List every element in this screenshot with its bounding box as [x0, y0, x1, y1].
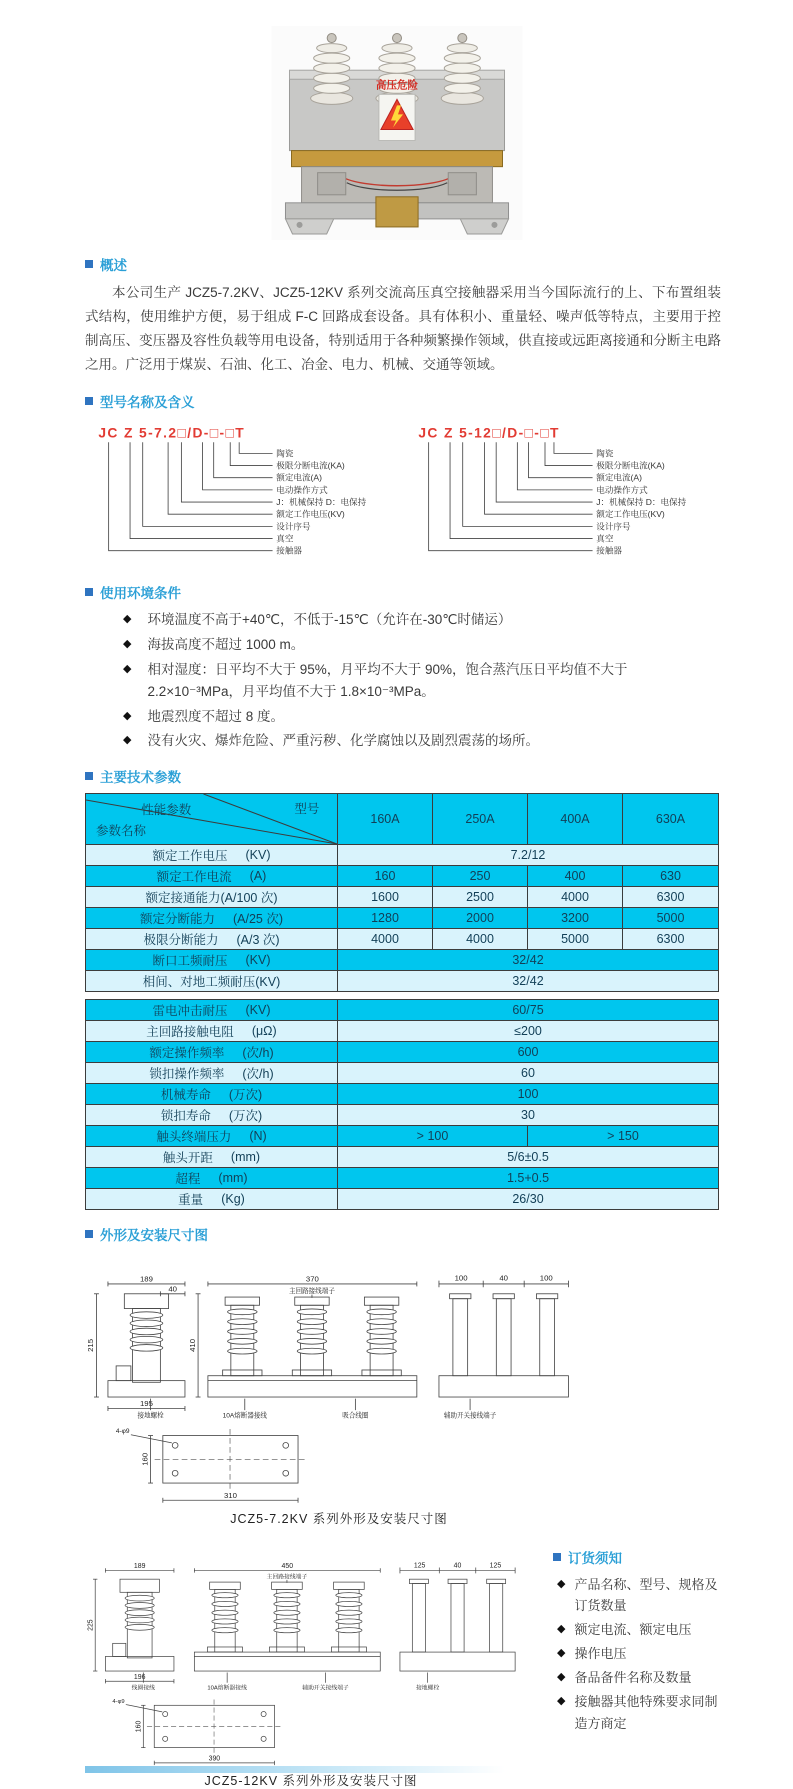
spec-value: > 100: [338, 1126, 528, 1147]
callout-label: 辅助开关接线端子: [443, 1412, 497, 1420]
spec-row: [86, 908, 719, 929]
model-code-label: J：机械保持 D：电保持: [276, 497, 367, 508]
bullet-text: 操作电压: [574, 1646, 627, 1662]
spec-label: 超程: [175, 1172, 201, 1187]
spec-label: 断口工频耐压: [152, 954, 228, 969]
spec-value: 600: [338, 1042, 719, 1063]
model-diagram-7-2kv: [91, 418, 397, 568]
bullet-text: 接触器其他特殊要求同制造方商定: [574, 1694, 718, 1731]
specs-corner-cell: [86, 794, 338, 845]
model-code: JC Z 5-12□/D-□-□T: [418, 424, 560, 441]
column-header: 400A: [528, 794, 623, 845]
hole-callout: 4-φ9: [115, 1428, 130, 1436]
specs-header-row: [86, 794, 719, 845]
figure-7-2kv: [85, 1251, 593, 1527]
section-heading-dimensions: [85, 1224, 721, 1244]
spec-value: 5000: [623, 908, 719, 929]
ceramic-insulators: [310, 34, 483, 105]
spec-row: [86, 1126, 719, 1147]
column-header: 630A: [623, 794, 719, 845]
spec-unit: (次/h): [242, 1067, 274, 1082]
spec-label-cell: [86, 1147, 338, 1168]
spec-value: 630: [623, 866, 719, 887]
model-code-label: 真空: [276, 533, 294, 544]
spec-row: [86, 1000, 719, 1021]
model-code-label: 陶瓷: [596, 448, 614, 459]
spec-label-cell: [86, 845, 338, 866]
callout-label: 辅助开关接线端子: [302, 1685, 349, 1692]
figure-caption: JCZ5-7.2KV 系列外形及安装尺寸图: [230, 1512, 448, 1527]
hole-callout: 4-φ9: [112, 1699, 125, 1706]
spec-row: [86, 1189, 719, 1210]
spec-value: 3200: [528, 908, 623, 929]
bullet-text: 环境温度不高于+40℃，不低于-15℃（允许在-30℃时储运）: [147, 612, 512, 628]
spec-label-cell: [86, 1021, 338, 1042]
spec-label: 主回路接触电阻: [146, 1025, 234, 1040]
column-header: 250A: [433, 794, 528, 845]
model-code-label: 真空: [596, 533, 614, 544]
bullet-square-icon: [553, 1553, 561, 1561]
dimension-label: 100: [454, 1273, 468, 1283]
spec-value: 4000: [528, 887, 623, 908]
section-title: 概述: [100, 258, 127, 273]
model-diagrams: [91, 418, 721, 568]
model-code-label: 极限分断电流(KA): [276, 460, 345, 471]
spec-value: 5000: [528, 929, 623, 950]
diagram-lines: [429, 442, 593, 550]
spec-label-cell: [86, 908, 338, 929]
spec-label-cell: [86, 1000, 338, 1021]
dimension-label: 100: [539, 1273, 553, 1283]
spec-label: 触头终端压力: [156, 1130, 232, 1145]
spec-value: 30: [338, 1105, 719, 1126]
spec-value: ≤200: [338, 1021, 719, 1042]
spec-label: 额定工作电压: [152, 849, 228, 864]
diamond-bullet-icon: ◆: [557, 1695, 566, 1708]
spec-value: 60: [338, 1063, 719, 1084]
spec-label: 雷电冲击耐压: [152, 1004, 228, 1019]
section-heading-ordering: [553, 1547, 721, 1567]
dimension-label: 370: [305, 1274, 319, 1284]
spec-label: 触头开距: [162, 1151, 213, 1166]
spec-unit: (次/h): [242, 1046, 274, 1061]
bullet-text: 备品备件名称及数量: [574, 1670, 692, 1686]
model-code-label: 设计序号: [276, 521, 311, 532]
dimension-label: 310: [223, 1491, 237, 1501]
bullet-text: 产品名称、型号、规格及订货数量: [574, 1577, 718, 1614]
model-code-label: 极限分断电流(KA): [596, 460, 665, 471]
dimension-label: 189: [139, 1274, 153, 1284]
spec-value: 4000: [433, 929, 528, 950]
spec-label-cell: [86, 887, 338, 908]
diamond-bullet-icon: ◆: [557, 1671, 566, 1684]
model-code: JC Z 5-7.2□/D-□-□T: [98, 424, 246, 441]
spec-unit: (KV): [245, 848, 271, 863]
diamond-bullet-icon: ◆: [123, 734, 132, 747]
section-heading-environment: [85, 582, 721, 602]
spec-value: 100: [338, 1084, 719, 1105]
bullet-item: [123, 634, 721, 656]
spec-label: 锁扣操作频率: [149, 1067, 225, 1082]
spec-row: [86, 1042, 719, 1063]
bullet-item: [557, 1643, 721, 1664]
spec-unit: (μΩ): [251, 1024, 277, 1039]
spec-label-cell: [86, 1105, 338, 1126]
spec-label-cell: [86, 1042, 338, 1063]
diamond-bullet-icon: ◆: [123, 637, 132, 650]
diamond-bullet-icon: ◆: [557, 1578, 566, 1591]
spec-row: [86, 1084, 719, 1105]
bullet-square-icon: [85, 772, 93, 780]
specs-table: [85, 793, 719, 1210]
bullet-text: 相对湿度：日平均不大于 95%，月平均不大于 90%，饱合蒸汽压日平均值不大于 2.2×10⁻³MPa，月平均值不大于 1.8×10⁻³MPa。: [147, 661, 628, 699]
bullet-item: [557, 1667, 721, 1688]
dimension-label: 160: [135, 1720, 143, 1733]
spec-label-cell: [86, 929, 338, 950]
spec-unit: (N): [249, 1129, 267, 1144]
env-list: [123, 609, 721, 752]
section-heading-overview: [85, 254, 721, 274]
spec-label: 额定操作频率: [149, 1046, 225, 1061]
dimension-figures: [85, 1251, 721, 1789]
section-title: 型号名称及含义: [100, 395, 195, 411]
ordering-panel: [553, 1541, 721, 1736]
model-code-label: J：机械保持 D：电保持: [596, 497, 687, 508]
spec-row: [86, 929, 719, 950]
model-code-label: 额定电流(A): [596, 472, 642, 483]
callout-label: 10A熔断器接线: [207, 1685, 247, 1692]
spec-value: 6300: [623, 887, 719, 908]
spec-label: 锁扣寿命: [160, 1109, 211, 1124]
bullet-text: 地震烈度不超过 8 度。: [147, 708, 284, 724]
spec-value: 1.5+0.5: [338, 1168, 719, 1189]
spec-value: > 150: [528, 1126, 719, 1147]
corner-label-parameter: 参数名称: [96, 824, 147, 839]
spec-label: 重量: [178, 1193, 204, 1208]
spec-label: 额定接通能力(A/100 次): [145, 891, 278, 906]
dimension-label: 196: [133, 1674, 146, 1682]
dimension-label: 40: [499, 1273, 509, 1283]
outline-drawing-7-2kv: [85, 1251, 593, 1507]
spec-value: 1600: [338, 887, 433, 908]
callout-label: 吸合线圈: [342, 1412, 369, 1420]
dimension-label: 225: [87, 1619, 95, 1632]
bullet-square-icon: [85, 1230, 93, 1238]
spec-row: [86, 845, 719, 866]
spec-value: 400: [528, 866, 623, 887]
corner-label-performance: 性能参数: [141, 803, 192, 818]
spec-label: 额定工作电流: [156, 870, 232, 885]
dimension-label: 主回路接线端子: [289, 1288, 335, 1296]
specs-table-body: [86, 794, 719, 1210]
warning-text: 高压危险: [375, 79, 418, 92]
model-diagram-12kv: [411, 418, 717, 568]
spec-label: 机械寿命: [160, 1088, 211, 1103]
section-title: 主要技术参数: [100, 770, 181, 786]
model-code-label: 额定工作电压(KV): [276, 509, 345, 520]
spec-label: 极限分断能力: [143, 933, 219, 948]
callout-label: 接地螺栓: [415, 1685, 440, 1692]
spec-value: 160: [338, 866, 433, 887]
column-header: 160A: [338, 794, 433, 845]
bullet-text: 额定电流、额定电压: [574, 1622, 692, 1638]
callout-label: 线圈接线: [131, 1685, 155, 1692]
model-code-label: 电动操作方式: [276, 484, 328, 495]
model-code-label: 陶瓷: [276, 448, 294, 459]
diamond-bullet-icon: ◆: [123, 613, 132, 626]
dimension-label: 410: [187, 1339, 197, 1353]
diamond-bullet-icon: ◆: [557, 1623, 566, 1636]
spec-value: 60/75: [338, 1000, 719, 1021]
bullet-text: 没有火灾、爆炸危险、严重污秽、化学腐蚀以及剧烈震荡的场所。: [147, 733, 539, 749]
bullet-square-icon: [85, 260, 93, 268]
spec-value: 7.2/12: [338, 845, 719, 866]
spec-value: 1280: [338, 908, 433, 929]
spec-value: 2500: [433, 887, 528, 908]
product-photo: [271, 26, 523, 240]
spec-row: [86, 1063, 719, 1084]
figure-caption: JCZ5-12KV 系列外形及安装尺寸图: [204, 1774, 418, 1789]
spec-unit: (Kg): [221, 1192, 245, 1207]
spec-unit: (A/3 次): [236, 933, 280, 948]
diamond-bullet-icon: ◆: [123, 709, 132, 722]
spec-value: 250: [433, 866, 528, 887]
dimension-label: 390: [208, 1755, 221, 1763]
section-title: 订货须知: [568, 1551, 622, 1567]
spec-row: [86, 1105, 719, 1126]
spec-label: 相间、对地工频耐压(KV): [142, 975, 281, 990]
bullet-item: [123, 609, 721, 631]
spec-label-cell: [86, 1126, 338, 1147]
model-code-label: 额定电流(A): [276, 472, 322, 483]
spec-unit: (mm): [230, 1150, 261, 1165]
spec-value: 26/30: [338, 1189, 719, 1210]
dimension-label: 160: [140, 1453, 150, 1466]
spec-unit: (KV): [245, 1003, 271, 1018]
dimension-label: 450: [281, 1563, 294, 1571]
section-title: 使用环境条件: [100, 586, 181, 602]
spec-value: 2000: [433, 908, 528, 929]
model-code-label: 额定工作电压(KV): [596, 509, 665, 520]
figure-linework: [105, 1579, 515, 1753]
model-code-label: 设计序号: [596, 521, 631, 532]
table-gap-row: [86, 992, 719, 1000]
bullet-item: [123, 730, 721, 752]
section-title: 外形及安装尺寸图: [100, 1228, 208, 1244]
diamond-bullet-icon: ◆: [557, 1647, 566, 1660]
callout-label: 10A熔断器接线: [222, 1412, 267, 1420]
spec-unit: (KV): [245, 953, 271, 968]
dimension-label: 主回路接线端子: [266, 1574, 308, 1581]
diamond-bullet-icon: ◆: [123, 662, 132, 675]
spec-row: [86, 971, 719, 992]
dimension-label: 189: [133, 1563, 146, 1571]
section-heading-specs: [85, 766, 721, 786]
spec-unit: (万次): [228, 1109, 263, 1124]
dimension-label: 40: [168, 1284, 177, 1294]
spec-label-cell: [86, 866, 338, 887]
figure-linework: [108, 1294, 568, 1490]
dimension-label: 195: [139, 1399, 153, 1409]
bullet-text: 海拔高度不超过 1000 m。: [147, 636, 305, 652]
spec-row: [86, 1021, 719, 1042]
figure-12kv: [85, 1541, 537, 1789]
spec-row: [86, 866, 719, 887]
spec-value: 32/42: [338, 950, 719, 971]
spec-label-cell: [86, 1189, 338, 1210]
dimension-label: 125: [489, 1562, 502, 1570]
bullet-item: [557, 1574, 721, 1616]
spec-unit: (A/25 次): [233, 912, 284, 927]
bullet-item: [123, 659, 721, 703]
product-photo-area: [0, 0, 793, 240]
overview-paragraph: 本公司生产 JCZ5-7.2KV、JCZ5-12KV 系列交流高压真空接触器采用当今国际流行的上、下布置组装式结构，使用维护方便，易于组成 F-C 回路成套设备。具有体积小、重量轻、噪声低等特点，主要用于控制高压、变压器及容性负载等用电设备，特别适用于各种频繁操作领域，供直接或远距离接通和分断主电路之用。广泛用于煤炭、石油、化工、冶金、电力、机械、交通等领域。: [85, 285, 721, 373]
spec-row: [86, 1168, 719, 1189]
dimension-label: 40: [453, 1562, 462, 1570]
model-code-label: 电动操作方式: [596, 484, 648, 495]
spec-row: [86, 950, 719, 971]
spec-row: [86, 887, 719, 908]
brass-bar: [291, 151, 502, 167]
spec-label-cell: [86, 1063, 338, 1084]
spec-label-cell: [86, 950, 338, 971]
spec-value: 5/6±0.5: [338, 1147, 719, 1168]
model-code-label: 接触器: [596, 545, 622, 556]
outline-drawing-12kv: [85, 1541, 537, 1769]
spec-label-cell: [86, 1084, 338, 1105]
dimension-label: 125: [413, 1562, 426, 1570]
footer-accent-bar: [85, 1766, 505, 1773]
section-heading-model: [85, 391, 721, 411]
spec-unit: (万次): [228, 1088, 263, 1103]
spec-value: 32/42: [338, 971, 719, 992]
diagram-lines: [109, 442, 273, 550]
spec-value: 6300: [623, 929, 719, 950]
bullet-item: [557, 1691, 721, 1733]
spec-value: 4000: [338, 929, 433, 950]
warning-sticker: [378, 94, 414, 140]
spec-label: 额定分断能力: [139, 912, 215, 927]
bullet-square-icon: [85, 588, 93, 596]
corner-label-model: 型号: [294, 802, 320, 817]
spec-label-cell: [86, 1168, 338, 1189]
model-code-label: 接触器: [276, 545, 302, 556]
callout-label: 接地螺栓: [137, 1412, 164, 1420]
bullet-item: [557, 1619, 721, 1640]
bullet-square-icon: [85, 397, 93, 405]
dimension-label: 215: [86, 1339, 96, 1353]
spec-unit: (mm): [218, 1171, 248, 1186]
spec-label-cell: [86, 971, 338, 992]
ordering-list: [557, 1574, 721, 1733]
spec-row: [86, 1147, 719, 1168]
bullet-item: [123, 706, 721, 728]
spec-unit: (A): [249, 869, 267, 884]
